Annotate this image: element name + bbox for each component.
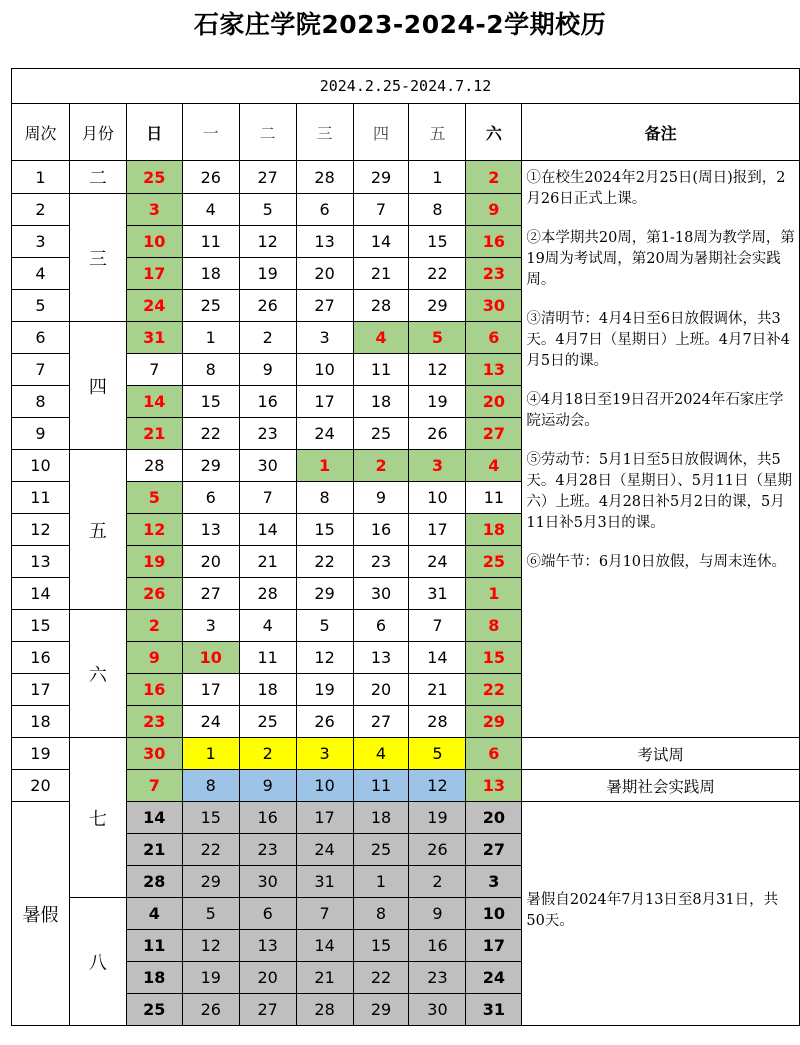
week-number: 19	[12, 738, 70, 770]
week-number: 14	[12, 578, 70, 610]
day-cell: 6	[466, 322, 522, 354]
day-cell: 9	[409, 898, 466, 930]
day-cell: 24	[409, 546, 466, 578]
day-cell: 9	[353, 482, 409, 514]
day-cell: 3	[126, 194, 182, 226]
day-cell: 5	[126, 482, 182, 514]
day-cell: 7	[126, 770, 182, 802]
day-cell: 7	[409, 610, 466, 642]
day-cell: 24	[296, 418, 353, 450]
day-cell: 8	[182, 354, 239, 386]
month-label: 三	[69, 194, 126, 322]
day-cell: 17	[466, 930, 522, 962]
week-number: 6	[12, 322, 70, 354]
day-cell: 8	[296, 482, 353, 514]
day-cell: 11	[353, 354, 409, 386]
note-item: ⑤劳动节：5月1日至5日放假调休，共5天。4月28日（星期日）、5月11日（星期六）上班。4月28日补5月2日的课，5月11日补5月3日的课。	[526, 452, 792, 531]
day-cell: 26	[182, 161, 239, 194]
day-cell: 27	[239, 994, 296, 1026]
day-cell: 20	[182, 546, 239, 578]
day-cell: 2	[239, 738, 296, 770]
header-row	[12, 104, 800, 161]
day-cell: 20	[353, 674, 409, 706]
note-item: ②本学期共20周，第1-18周为教学周，第19周为考试周，第20周为暑期社会实践周。	[526, 230, 795, 288]
day-cell: 25	[182, 290, 239, 322]
day-cell: 15	[296, 514, 353, 546]
day-cell: 19	[126, 546, 182, 578]
day-cell: 21	[353, 258, 409, 290]
day-cell: 28	[353, 290, 409, 322]
day-cell: 13	[239, 930, 296, 962]
note-item: ④4月18日至19日召开2024年石家庄学院运动会。	[526, 392, 784, 429]
note-item: ①在校生2024年2月25日(周日)报到，2月26日正式上课。	[526, 170, 786, 207]
header-day-mon: 一	[182, 104, 239, 161]
day-cell: 22	[409, 258, 466, 290]
week-number: 8	[12, 386, 70, 418]
day-cell: 15	[466, 642, 522, 674]
day-cell: 14	[126, 386, 182, 418]
month-label: 六	[69, 610, 126, 738]
day-cell: 15	[353, 930, 409, 962]
day-cell: 3	[296, 738, 353, 770]
week-number: 3	[12, 226, 70, 258]
day-cell: 4	[353, 322, 409, 354]
day-cell: 1	[409, 161, 466, 194]
header-day-sun: 日	[126, 104, 182, 161]
week-number: 16	[12, 642, 70, 674]
day-cell: 7	[353, 194, 409, 226]
month-label: 八	[69, 898, 126, 1026]
day-cell: 1	[182, 322, 239, 354]
calendar-table	[11, 68, 800, 1026]
day-cell: 20	[466, 802, 522, 834]
day-cell: 1	[466, 578, 522, 610]
date-range: 2024.2.25-2024.7.12	[12, 69, 800, 104]
day-cell: 29	[409, 290, 466, 322]
day-cell: 12	[182, 930, 239, 962]
week-number: 9	[12, 418, 70, 450]
day-cell: 10	[182, 642, 239, 674]
month-label: 五	[69, 450, 126, 610]
day-cell: 17	[126, 258, 182, 290]
day-cell: 31	[409, 578, 466, 610]
month-label: 二	[69, 161, 126, 194]
day-cell: 27	[239, 161, 296, 194]
day-cell: 27	[353, 706, 409, 738]
day-cell: 18	[182, 258, 239, 290]
day-cell: 10	[296, 354, 353, 386]
notes-cell	[522, 161, 800, 738]
page-title: 石家庄学院2023-2024-2学期校历	[193, 10, 607, 39]
exam-week-label: 考试周	[522, 738, 800, 770]
day-cell: 29	[466, 706, 522, 738]
day-cell: 29	[353, 994, 409, 1026]
day-cell: 17	[296, 386, 353, 418]
day-cell: 11	[182, 226, 239, 258]
day-cell: 5	[296, 610, 353, 642]
note-item: ⑥端午节：6月10日放假，与周末连休。	[526, 554, 787, 570]
day-cell: 18	[353, 386, 409, 418]
day-cell: 11	[239, 642, 296, 674]
week-number: 4	[12, 258, 70, 290]
day-cell: 24	[466, 962, 522, 994]
date-range-row	[12, 69, 800, 104]
day-cell: 23	[239, 418, 296, 450]
day-cell: 30	[239, 450, 296, 482]
day-cell: 16	[239, 802, 296, 834]
day-cell: 14	[239, 514, 296, 546]
day-cell: 30	[466, 290, 522, 322]
header-week: 周次	[12, 104, 70, 161]
day-cell: 28	[239, 578, 296, 610]
month-label: 七	[69, 738, 126, 898]
day-cell: 22	[182, 834, 239, 866]
week-number: 13	[12, 546, 70, 578]
day-cell: 22	[466, 674, 522, 706]
day-cell: 12	[296, 642, 353, 674]
day-cell: 29	[182, 866, 239, 898]
day-cell: 28	[409, 706, 466, 738]
day-cell: 27	[466, 418, 522, 450]
note-item: ③清明节：4月4日至6日放假调休，共3天。4月7日（星期日）上班。4月7日补4月5日的课。	[526, 311, 790, 369]
day-cell: 28	[126, 866, 182, 898]
day-cell: 3	[466, 866, 522, 898]
day-cell: 31	[466, 994, 522, 1026]
day-cell: 9	[466, 194, 522, 226]
day-cell: 6	[239, 898, 296, 930]
day-cell: 23	[409, 962, 466, 994]
week-row	[12, 770, 800, 802]
day-cell: 3	[182, 610, 239, 642]
day-cell: 25	[126, 994, 182, 1026]
header-day-fri: 五	[409, 104, 466, 161]
day-cell: 9	[239, 770, 296, 802]
header-month: 月份	[69, 104, 126, 161]
day-cell: 13	[296, 226, 353, 258]
day-cell: 30	[353, 578, 409, 610]
day-cell: 10	[126, 226, 182, 258]
day-cell: 30	[126, 738, 182, 770]
day-cell: 18	[466, 514, 522, 546]
day-cell: 1	[353, 866, 409, 898]
day-cell: 3	[409, 450, 466, 482]
day-cell: 19	[239, 258, 296, 290]
day-cell: 13	[466, 354, 522, 386]
day-cell: 15	[409, 226, 466, 258]
week-number: 10	[12, 450, 70, 482]
day-cell: 19	[409, 386, 466, 418]
day-cell: 15	[182, 802, 239, 834]
day-cell: 16	[466, 226, 522, 258]
day-cell: 26	[126, 578, 182, 610]
day-cell: 16	[126, 674, 182, 706]
day-cell: 10	[466, 898, 522, 930]
day-cell: 23	[466, 258, 522, 290]
header-day-thu: 四	[353, 104, 409, 161]
day-cell: 5	[409, 738, 466, 770]
day-cell: 14	[353, 226, 409, 258]
day-cell: 4	[239, 610, 296, 642]
week-number: 18	[12, 706, 70, 738]
day-cell: 27	[296, 290, 353, 322]
day-cell: 11	[466, 482, 522, 514]
day-cell: 20	[239, 962, 296, 994]
vacation-note: 暑假自2024年7月13日至8月31日，共50天。	[522, 802, 800, 1026]
day-cell: 25	[353, 834, 409, 866]
day-cell: 25	[353, 418, 409, 450]
day-cell: 18	[126, 962, 182, 994]
day-cell: 13	[466, 770, 522, 802]
day-cell: 19	[182, 962, 239, 994]
day-cell: 12	[409, 770, 466, 802]
day-cell: 7	[239, 482, 296, 514]
day-cell: 16	[239, 386, 296, 418]
day-cell: 19	[296, 674, 353, 706]
day-cell: 28	[296, 994, 353, 1026]
day-cell: 22	[182, 418, 239, 450]
day-cell: 26	[296, 706, 353, 738]
day-cell: 4	[353, 738, 409, 770]
day-cell: 30	[409, 994, 466, 1026]
header-day-wed: 三	[296, 104, 353, 161]
day-cell: 8	[353, 898, 409, 930]
day-cell: 20	[296, 258, 353, 290]
day-cell: 23	[126, 706, 182, 738]
day-cell: 21	[126, 834, 182, 866]
day-cell: 25	[466, 546, 522, 578]
day-cell: 14	[126, 802, 182, 834]
week-number: 2	[12, 194, 70, 226]
week-number: 11	[12, 482, 70, 514]
day-cell: 5	[239, 194, 296, 226]
day-cell: 24	[296, 834, 353, 866]
day-cell: 21	[239, 546, 296, 578]
day-cell: 15	[182, 386, 239, 418]
day-cell: 14	[296, 930, 353, 962]
practice-week-label: 暑期社会实践周	[522, 770, 800, 802]
day-cell: 24	[126, 290, 182, 322]
day-cell: 16	[409, 930, 466, 962]
header-notes: 备注	[522, 104, 800, 161]
day-cell: 8	[409, 194, 466, 226]
day-cell: 18	[353, 802, 409, 834]
day-cell: 6	[353, 610, 409, 642]
day-cell: 23	[353, 546, 409, 578]
day-cell: 18	[239, 674, 296, 706]
day-cell: 14	[409, 642, 466, 674]
day-cell: 2	[466, 161, 522, 194]
day-cell: 28	[126, 450, 182, 482]
day-cell: 2	[409, 866, 466, 898]
day-cell: 28	[296, 161, 353, 194]
day-cell: 26	[239, 290, 296, 322]
week-number: 20	[12, 770, 70, 802]
day-cell: 2	[239, 322, 296, 354]
day-cell: 2	[353, 450, 409, 482]
week-number: 15	[12, 610, 70, 642]
day-cell: 20	[466, 386, 522, 418]
day-cell: 21	[296, 962, 353, 994]
day-cell: 24	[182, 706, 239, 738]
day-cell: 5	[182, 898, 239, 930]
day-cell: 23	[239, 834, 296, 866]
day-cell: 3	[296, 322, 353, 354]
week-row	[12, 161, 800, 194]
day-cell: 13	[353, 642, 409, 674]
day-cell: 17	[296, 802, 353, 834]
day-cell: 16	[353, 514, 409, 546]
day-cell: 1	[182, 738, 239, 770]
day-cell: 4	[466, 450, 522, 482]
day-cell: 8	[182, 770, 239, 802]
week-number: 12	[12, 514, 70, 546]
week-number: 7	[12, 354, 70, 386]
header-day-sat: 六	[466, 104, 522, 161]
day-cell: 11	[353, 770, 409, 802]
day-cell: 12	[409, 354, 466, 386]
day-cell: 1	[296, 450, 353, 482]
day-cell: 7	[126, 354, 182, 386]
day-cell: 27	[466, 834, 522, 866]
week-number: 17	[12, 674, 70, 706]
day-cell: 6	[296, 194, 353, 226]
week-number: 5	[12, 290, 70, 322]
day-cell: 2	[126, 610, 182, 642]
day-cell: 9	[126, 642, 182, 674]
day-cell: 26	[409, 834, 466, 866]
day-cell: 25	[239, 706, 296, 738]
day-cell: 13	[182, 514, 239, 546]
week-row	[12, 738, 800, 770]
day-cell: 5	[409, 322, 466, 354]
day-cell: 31	[296, 866, 353, 898]
day-cell: 29	[353, 161, 409, 194]
day-cell: 4	[182, 194, 239, 226]
day-cell: 21	[409, 674, 466, 706]
day-cell: 17	[182, 674, 239, 706]
day-cell: 6	[466, 738, 522, 770]
week-row	[12, 802, 800, 834]
day-cell: 25	[126, 161, 182, 194]
day-cell: 29	[296, 578, 353, 610]
day-cell: 8	[466, 610, 522, 642]
vacation-label: 暑假	[12, 802, 70, 1026]
day-cell: 4	[126, 898, 182, 930]
day-cell: 26	[182, 994, 239, 1026]
day-cell: 22	[296, 546, 353, 578]
day-cell: 6	[182, 482, 239, 514]
day-cell: 9	[239, 354, 296, 386]
day-cell: 22	[353, 962, 409, 994]
day-cell: 21	[126, 418, 182, 450]
day-cell: 11	[126, 930, 182, 962]
header-day-tue: 二	[239, 104, 296, 161]
day-cell: 12	[239, 226, 296, 258]
day-cell: 10	[296, 770, 353, 802]
day-cell: 19	[409, 802, 466, 834]
day-cell: 12	[126, 514, 182, 546]
day-cell: 30	[239, 866, 296, 898]
month-label: 四	[69, 322, 126, 450]
week-number: 1	[12, 161, 70, 194]
day-cell: 7	[296, 898, 353, 930]
day-cell: 29	[182, 450, 239, 482]
day-cell: 10	[409, 482, 466, 514]
day-cell: 27	[182, 578, 239, 610]
day-cell: 26	[409, 418, 466, 450]
day-cell: 17	[409, 514, 466, 546]
day-cell: 31	[126, 322, 182, 354]
